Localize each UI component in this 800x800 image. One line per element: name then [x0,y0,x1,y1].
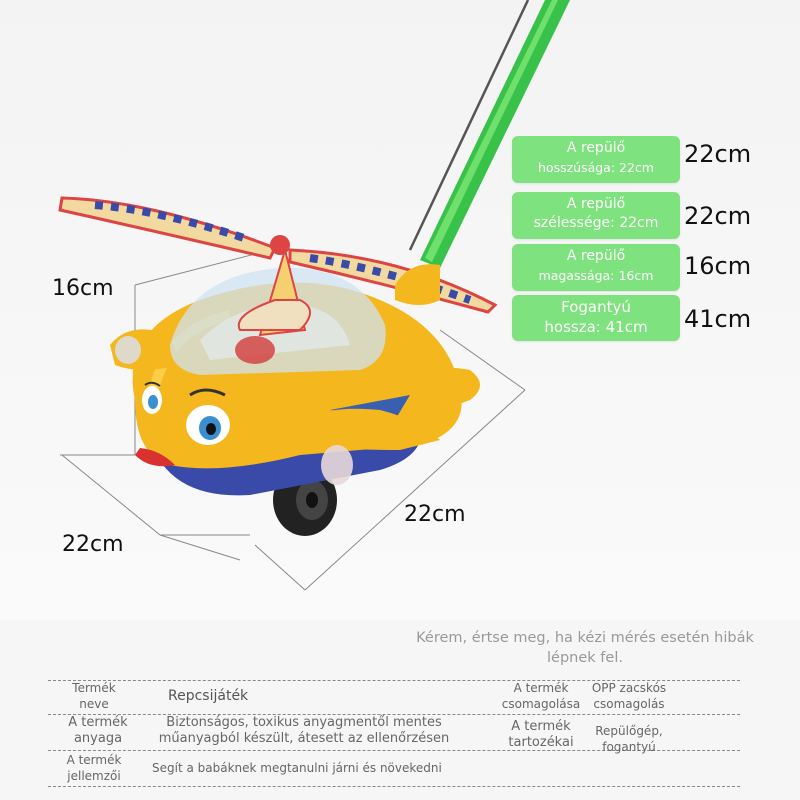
spec-handle-box [512,295,680,341]
spec-length-value: 22cm [684,140,752,168]
row1-label2: A termék csomagolása [501,681,581,711]
spec-length-line2: hosszúsága: 22cm [538,160,654,175]
packaging-value: OPP zacskós csomagolás [591,681,667,711]
spec-width-line2: szélessége: 22cm [533,215,659,231]
spec-height-line2: magassága: 16cm [538,268,654,283]
dimension-height-label: 16cm [52,276,114,301]
spec-length-line1: A repülő [566,140,626,156]
row2-label2: A termék tartozékai [508,719,574,750]
dimension-length-label: 22cm [404,502,466,527]
row2-label1: A termék anyaga [68,715,128,746]
features-value: Segít a babáknek megtanulni járni és növekedni [152,761,442,775]
spec-height-box [512,244,680,291]
product-info-table [48,678,740,790]
material-value: Biztonságos, toxikus anyagmentől mentes műanyagból készült, átesett az ellenőrzésen [158,715,450,746]
spec-handle-value: 41cm [684,305,752,333]
accessories-value: Repülőgép, fogantyú [595,724,663,754]
row3-label1: A termék jellemzői [66,753,122,783]
spec-handle-line2: hossza: 41cm [544,318,648,336]
spec-handle-line1: Fogantyú [561,298,631,316]
spec-width-line1: A repülő [566,196,626,212]
spec-width-value: 22cm [684,202,752,230]
spec-length-box [512,136,680,183]
spec-height-value: 16cm [684,252,752,280]
spec-width-box [512,192,680,239]
handle-cord [410,0,528,250]
measurement-note: Kérem, értse meg, ha kézi mérés esetén hibák lépnek fel. [416,630,754,666]
dimension-width-label: 22cm [62,532,124,557]
product-name-value: Repcsijáték [168,688,249,704]
row1-label1: Termék neve [72,681,116,711]
spec-height-line1: A repülő [566,248,626,264]
